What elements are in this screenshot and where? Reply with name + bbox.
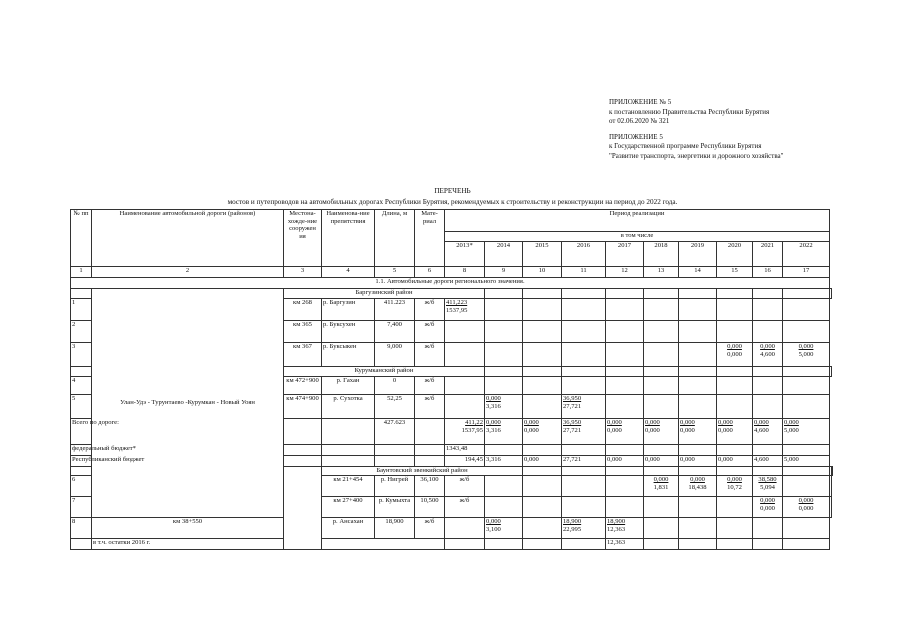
row-length: 18,900 (375, 518, 415, 539)
col-length-header: Длина, м (375, 210, 415, 267)
cell-value: 0,000 (760, 497, 775, 504)
cell-value: 0,000 (680, 419, 695, 426)
cell-value: 0,000 (523, 456, 562, 467)
col-material-header: Мате-риал (415, 210, 445, 267)
row-number: 7 (71, 497, 92, 518)
cell-value: 0,000 (644, 456, 679, 467)
row-material: ж/б (445, 476, 485, 497)
column-number: 9 (485, 267, 523, 278)
totals-length: 427.623 (375, 419, 415, 445)
year-header: 2013* (445, 242, 485, 267)
cell-value: 36,950 (563, 395, 582, 402)
col-period-header: Период реализации (445, 210, 830, 232)
col-road-header: Наименование автомобильной дороги (районов) (92, 210, 284, 267)
row-obstacle: р. Гахан (322, 377, 375, 395)
year-header: 2015 (523, 242, 562, 267)
row-location: км 27+400 (322, 497, 375, 518)
cell-value: 0,000 (486, 518, 501, 525)
district-row (71, 289, 833, 299)
cell-value: 411,223 (446, 299, 468, 306)
year-header: 2020 (717, 242, 753, 267)
cell-value: 18,900 (563, 518, 582, 525)
year-header: 2017 (606, 242, 644, 267)
cell-value: 0,000 (717, 456, 753, 467)
column-number: 15 (717, 267, 753, 278)
row-obstacle: р. Ансахан (322, 518, 375, 539)
row-material: ж/б (415, 299, 445, 321)
cell-value: 5,094 (760, 483, 775, 491)
cell-value: 5,000 (798, 350, 814, 358)
cell-value: 0,000 (645, 419, 660, 426)
totals-label: Всего по дороге: (71, 419, 284, 445)
cell-value: 0,000 (798, 343, 814, 350)
appendix-resolution: к постановлению Правительства Республики Бурятия (609, 107, 770, 116)
cell-value: 18,900 (607, 518, 626, 525)
row-number: 8 (71, 518, 92, 539)
document-title: ПЕРЕЧЕНЬ (434, 187, 471, 195)
totals-row (71, 419, 833, 445)
cell-value: 0,000 (760, 504, 775, 512)
row-location: км 21+454 (322, 476, 375, 497)
remainder-label: в т.ч. остатки 2016 г. (92, 539, 445, 550)
column-number: 2 (92, 267, 284, 278)
republic-row (71, 456, 833, 467)
row-obstacle: р. Кумыхта (375, 497, 415, 518)
cell-value: 1537,95 (461, 426, 483, 434)
road-name: Улан-Удэ - Турунтаево -Курумкан - Новый Уоян (92, 289, 284, 518)
row-number: 6 (71, 476, 92, 497)
cell-value: 0,000 (680, 426, 695, 434)
district-name: Баргузинский район (284, 289, 485, 299)
appendix-header (609, 98, 784, 161)
row-length: 36,100 (415, 476, 445, 497)
document-subtitle: мостов и путепроводов на автомобильных дорогах Республики Бурятия, рекомендуемых к строительству и реконструкции на период до 2022 года. (227, 198, 678, 206)
cell-value: 0,000 (798, 497, 814, 504)
cell-value: 0,000 (718, 426, 733, 434)
cell-value: 36,950 (563, 419, 582, 426)
column-number: 3 (284, 267, 322, 278)
cell-value: 0,000 (524, 426, 539, 434)
col-location-header: Местона-хожде-ние сооружен ия (284, 210, 322, 267)
column-number: 12 (606, 267, 644, 278)
cell-value: 27,721 (563, 426, 582, 434)
row-location: км 268 (284, 299, 322, 321)
bridges-table (70, 209, 833, 550)
cell-value: 0,000 (653, 476, 669, 483)
cell-value: 0,000 (486, 419, 501, 426)
cell-value: 0,000 (760, 343, 775, 350)
col-num-header: № пп (71, 210, 92, 267)
cell-value: 0,000 (645, 426, 660, 434)
section-title: 1.1. Автомобильные дороги регионального значения. (71, 278, 830, 289)
column-number: 13 (644, 267, 679, 278)
cell-value: 194,45 (445, 456, 485, 467)
row-material: ж/б (415, 518, 445, 539)
col-incl-header: в том числе (445, 232, 830, 242)
column-number: 4 (322, 267, 375, 278)
row-location: км 365 (284, 321, 322, 343)
row-length: 0 (375, 377, 415, 395)
row-material: ж/б (415, 343, 445, 367)
cell-value: 12,363 (607, 525, 626, 533)
cell-value: 4,600 (760, 350, 775, 358)
cell-value: 3,316 (486, 426, 501, 434)
cell-value: 12,363 (606, 539, 644, 550)
row-obstacle: р. Сухотка (322, 395, 375, 419)
cell-value: 3,100 (486, 525, 501, 533)
row-number: 3 (71, 343, 92, 367)
column-number: 6 (415, 267, 445, 278)
column-number: 5 (375, 267, 415, 278)
cell-value: 0,000 (607, 426, 622, 434)
year-header: 2021 (753, 242, 783, 267)
cell-value: 10,72 (727, 483, 742, 491)
cell-value: 0,000 (727, 343, 742, 350)
cell-value: 1537,95 (446, 306, 468, 314)
column-number: 14 (679, 267, 717, 278)
row-material: ж/б (415, 377, 445, 395)
cell-value: 0,000 (486, 395, 501, 402)
row-obstacle: р. Буксухен (322, 321, 375, 343)
column-number: 1 (71, 267, 92, 278)
cell-value: 0,000 (606, 456, 644, 467)
row-obstacle: р. Нигрей (375, 476, 415, 497)
table-header-row (71, 210, 833, 232)
cell-value: 0,000 (784, 419, 799, 426)
cell-value: 1,831 (653, 483, 669, 491)
cell-value: 0,000 (727, 350, 742, 358)
row-obstacle: р. Баргузин (322, 299, 375, 321)
row-number: 4 (71, 377, 92, 395)
column-number: 16 (753, 267, 783, 278)
column-number: 10 (523, 267, 562, 278)
cell-value: 4,600 (754, 426, 769, 434)
row-length: 7,400 (375, 321, 415, 343)
remainder-row (71, 539, 833, 550)
federal-row (71, 445, 833, 456)
cell-value: 38,580 (758, 476, 777, 483)
cell-value: 0,000 (524, 419, 539, 426)
column-number: 17 (783, 267, 830, 278)
column-number: 11 (562, 267, 606, 278)
cell-value: 0,000 (607, 419, 622, 426)
appendix-label: ПРИЛОЖЕНИЕ № 5 (609, 98, 672, 106)
row-location: км 474+900 (284, 395, 322, 419)
row-number: 2 (71, 321, 92, 343)
cell-value: 18,438 (688, 483, 707, 491)
republic-label: Республиканский бюджет (71, 456, 284, 467)
table-row (71, 518, 833, 539)
cell-value: 3,316 (486, 402, 501, 410)
cell-value: 27,721 (563, 402, 582, 410)
district-name: Баунтовский эвенкийский район (322, 467, 523, 476)
row-material: ж/б (445, 497, 485, 518)
cell-value: 0,000 (798, 504, 814, 512)
appendix2-program: к Государственной программе Республики Бурятия (609, 142, 762, 150)
row-location: км 472+900 (284, 377, 322, 395)
row-location: км 367 (284, 343, 322, 367)
cell-value: 5,000 (784, 426, 799, 434)
column-number-row (71, 267, 833, 278)
cell-value: 0,000 (727, 476, 742, 483)
section-row (71, 278, 833, 289)
cell-value: 0,000 (679, 456, 717, 467)
year-header: 2014 (485, 242, 523, 267)
appendix2-label: ПРИЛОЖЕНИЕ 5 (609, 132, 663, 141)
year-header: 2016 (562, 242, 606, 267)
cell-value: 22,995 (563, 525, 582, 533)
year-header: 2019 (679, 242, 717, 267)
row-length: 52,25 (375, 395, 415, 419)
cell-value: 27,721 (562, 456, 606, 467)
row-obstacle: р. Буксыкен (322, 343, 375, 367)
row-length: 10,500 (415, 497, 445, 518)
col-obstacle-header: Наименова-ние препятствия (322, 210, 375, 267)
cell-value: 0,000 (718, 419, 733, 426)
column-number: 8 (445, 267, 485, 278)
row-number: 5 (71, 395, 92, 419)
cell-value: 411,22 (465, 419, 483, 426)
row-location: км 38+550 (92, 518, 284, 539)
cell-value: 1343,48 (445, 445, 485, 456)
district-name: Курумканский район (284, 367, 485, 377)
cell-value: 5,000 (783, 456, 830, 467)
cell-value: 0,000 (690, 476, 705, 483)
federal-label: федеральный бюджет* (71, 445, 284, 456)
year-header: 2018 (644, 242, 679, 267)
cell-value: 3,316 (485, 456, 523, 467)
year-header: 2022 (783, 242, 830, 267)
row-length: 411.223 (375, 299, 415, 321)
cell-value: 4,600 (753, 456, 783, 467)
row-number: 1 (71, 299, 92, 321)
row-length: 9,000 (375, 343, 415, 367)
appendix-date: от 02.06.2020 № 321 (609, 117, 670, 125)
row-material: ж/б (415, 321, 445, 343)
cell-value: 0,000 (754, 419, 769, 426)
row-material: ж/б (415, 395, 445, 419)
appendix2-program-name: "Развитие транспорта, энергетики и дорожного хозяйства" (609, 151, 784, 160)
